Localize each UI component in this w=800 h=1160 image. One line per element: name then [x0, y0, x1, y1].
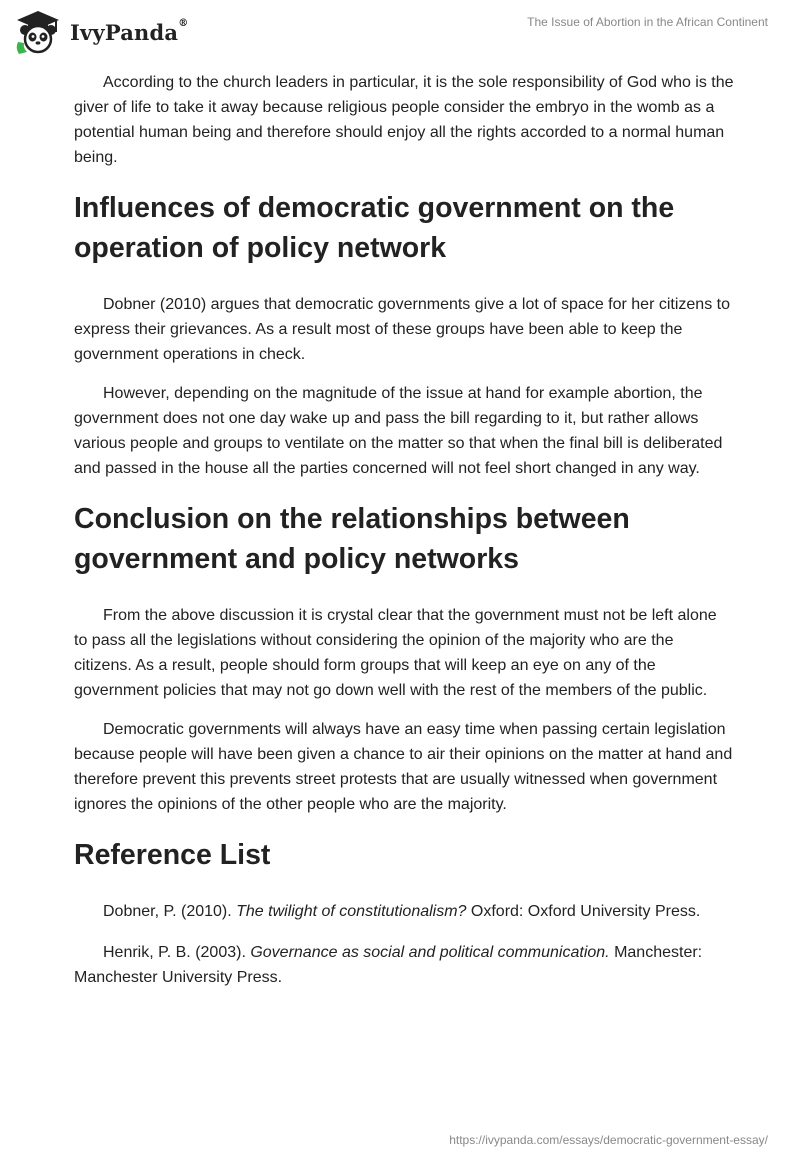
- page-header: [0, 0, 800, 70]
- section-heading-conclusion: Conclusion on the relationships between government and policy networks: [74, 503, 630, 575]
- paragraph-intro: According to the church leaders in particular, it is the sole responsibility of God who is the giver of life to take it away because religious people consider the embryo in the womb as a potential human being and therefore should enjoy all the rights accorded to a normal human being.: [74, 74, 734, 166]
- section-heading-influences: Influences of democratic government on the operation of policy network: [74, 192, 675, 264]
- reference-item: Dobner, P. (2010). The twilight of constitutionalism? Oxford: Oxford University Press.: [103, 903, 701, 920]
- source-url[interactable]: https://ivypanda.com/essays/democratic-government-essay/: [449, 1133, 768, 1147]
- paragraph: However, depending on the magnitude of the issue at hand for example abortion, the government does not one day wake up and pass the bill regarding to it, but rather allows various people and groups to ventilate on the matter so that when the final bill is deliberated and passed in the house all the parties concerned will not feel short changed in any way.: [74, 385, 723, 477]
- brand-name: IvyPanda®: [70, 17, 189, 45]
- paragraph: From the above discussion it is crystal clear that the government must not be left alone to pass all the legislations without considering the opinion of the majority who are the citizens. As a result, people should form groups that will keep an eye on any of the government policies that may not go down well with the rest of the members of the public.: [74, 607, 717, 699]
- paragraph: Democratic governments will always have an easy time when passing certain legislation because people will have been given a chance to air their opinions on the matter at hand and therefore prevent this prevents street protests that are usually witnessed when government ignores the opinions of the other people who are the majority.: [74, 721, 733, 813]
- ivypanda-logo[interactable]: [14, 8, 188, 56]
- reference-item: Henrik, P. B. (2003). Governance as social and political communication. Manchester: Manchester University Press.: [74, 944, 703, 986]
- paragraph: Dobner (2010) argues that democratic governments give a lot of space for her citizens to express their grievances. As a result most of these groups have been able to keep the government operations in check.: [74, 296, 730, 363]
- document-title: The Issue of Abortion in the African Continent: [527, 15, 768, 29]
- section-heading-references: Reference List: [74, 839, 271, 871]
- panda-graduate-icon: [14, 8, 62, 56]
- article-body: [74, 70, 734, 1006]
